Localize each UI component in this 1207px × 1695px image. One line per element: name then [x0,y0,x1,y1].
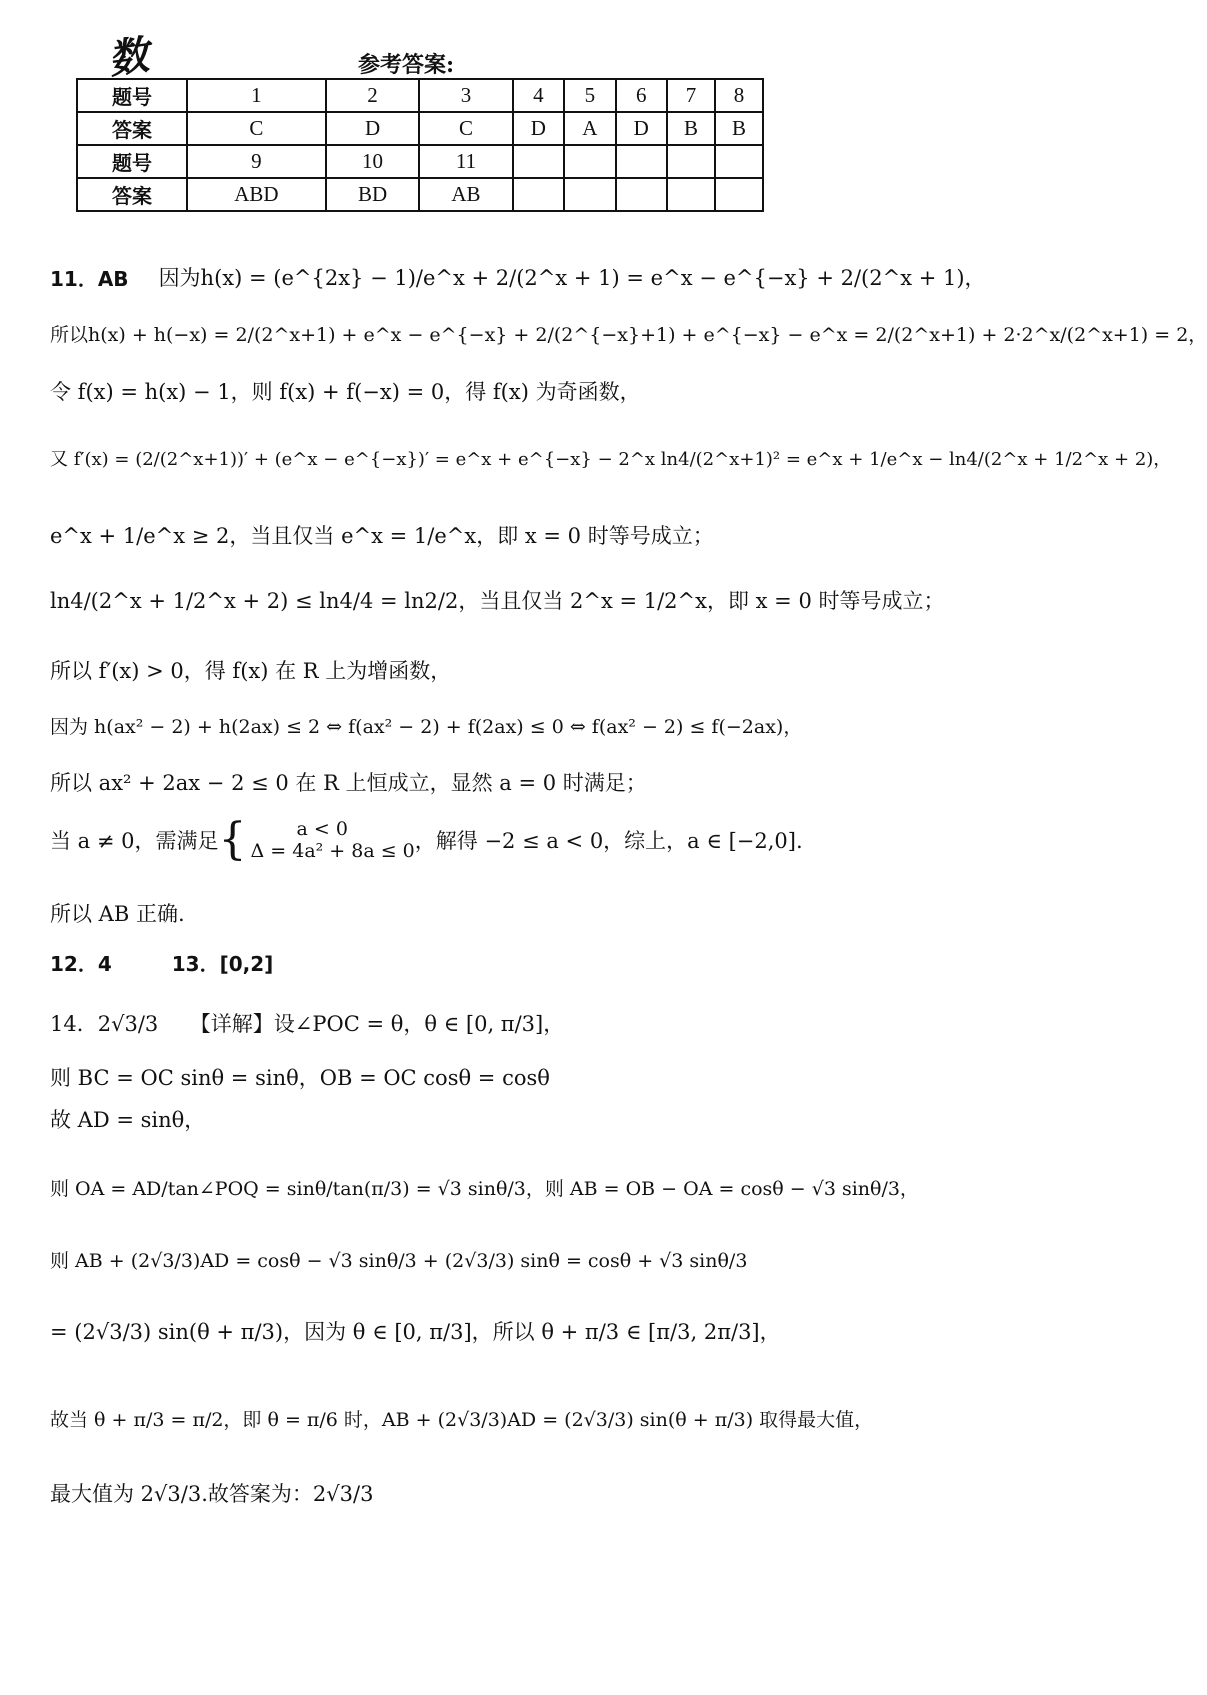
cell [564,145,615,178]
q11-line-1 [50,262,986,292]
cell: 11 [419,145,512,178]
cell: C [187,112,326,145]
cell: C [419,112,512,145]
q11-text-11: 所以 AB 正确. [50,902,185,926]
table-row [77,79,763,112]
cell [667,145,715,178]
cell [513,145,564,178]
q11-line-7 [50,655,451,685]
q14-line-1 [50,1062,550,1092]
cell: 4 [513,79,564,112]
cell [564,178,615,211]
q14-line-6 [50,1405,873,1432]
q11-line-4 [50,445,1171,471]
q11-text-4: 又 f′(x) = (2/(2^x+1))′ + (e^x − e^{−x})′ = e^x + e^{−x} − 2^x ln4/(2^x+1)² = e^x + 1/e^x − ln4/(2^x + 1/2^x + 2)， [50,449,1172,470]
cell: 9 [187,145,326,178]
cell [715,145,763,178]
q14-text-5: = (2√3/3) sin(θ + π/3)，因为 θ ∈ [0, π/3]，所以 θ + π/3 ∈ [π/3, 2π/3]， [50,1320,781,1344]
q11-text-10-post: ，解得 −2 ≤ a < 0，综上，a ∈ [−2,0]. [414,829,803,853]
cell: 3 [419,79,512,112]
cell: 1 [187,79,326,112]
q14-text-7: 最大值为 2√3/3.故答案为：2√3/3 [50,1482,374,1506]
q14-line-4 [50,1246,747,1273]
cell: AB [419,178,512,211]
cell: A [564,112,615,145]
q11-text-6: ln4/(2^x + 1/2^x + 2) ≤ ln4/4 = ln2/2，当且仅当 2^x = 1/2^x，即 x = 0 时等号成立； [50,589,945,613]
row-label: 题号 [77,145,187,178]
q11-answer: 11．AB [50,266,129,291]
row-label: 答案 [77,178,187,211]
q12-13-line [50,948,273,977]
q11-text-2: 所以h(x) + h(−x) = 2/(2^x+1) + e^x − e^{−x} + 2/(2^{−x}+1) + e^{−x} − e^x = 2/(2^x+1) + 2·2^x/(2^x+1) = 2， [50,324,1207,346]
q11-text-8: 因为 h(ax² − 2) + h(2ax) ≤ 2 ⇔ f(ax² − 2) + f(2ax) ≤ 0 ⇔ f(ax² − 2) ≤ f(−2ax)， [50,716,803,738]
cell: 10 [326,145,419,178]
answer-table [76,78,764,212]
q14-line-7 [50,1478,373,1508]
q12-13-answers: 12．4 13．[0,2] [50,952,274,976]
q11-line-6 [50,585,944,615]
q11-text-7: 所以 f′(x) > 0，得 f(x) 在 R 上为增函数， [50,659,452,683]
system-brace: { [218,814,247,865]
q11-text-9: 所以 ax² + 2ax − 2 ≤ 0 在 R 上恒成立，显然 a = 0 时满足； [50,771,647,795]
cell: D [513,112,564,145]
inequality-system [251,818,415,862]
handwritten-subject-mark: 数 [105,31,150,84]
page-title: 参考答案: [358,52,455,78]
cell: D [326,112,419,145]
row-label: 答案 [77,112,187,145]
q14-text-head: 14．2√3/3 【详解】设∠POC = θ，θ ∈ [0, π/3]， [50,1012,565,1036]
q11-line-2 [50,320,1207,347]
cell: 2 [326,79,419,112]
cell: ABD [187,178,326,211]
table-row [77,145,763,178]
cell [616,178,667,211]
q11-line-11 [50,898,185,928]
q11-text-5: e^x + 1/e^x ≥ 2，当且仅当 e^x = 1/e^x，即 x = 0 时等号成立； [50,524,714,548]
q14-line-3 [50,1174,919,1201]
cell: 5 [564,79,615,112]
q11-text-1: 因为h(x) = (e^{2x} − 1)/e^x + 2/(2^x + 1) = e^x − e^{−x} + 2/(2^x + 1)， [158,266,986,290]
q11-text-10-pre: 当 a ≠ 0，需满足 [50,829,219,853]
q11-line-10 [50,814,803,865]
row-label: 题号 [77,79,187,112]
cell [616,145,667,178]
cell [715,178,763,211]
q11-line-8 [50,712,802,739]
cell: B [715,112,763,145]
q11-line-5 [50,520,714,550]
q11-line-9 [50,767,647,797]
system-line-1: a < 0 [296,818,348,840]
cell [667,178,715,211]
table-row [77,112,763,145]
system-line-2: Δ = 4a² + 8a ≤ 0 [250,840,415,862]
cell: D [616,112,667,145]
q14-text-4: 则 AB + (2√3/3)AD = cosθ − √3 sinθ/3 + (2√3/3) sinθ = cosθ + √3 sinθ/3 [50,1250,748,1272]
table-row [77,178,763,211]
q11-line-3 [50,376,641,406]
q14-line-2 [50,1104,205,1134]
cell: BD [326,178,419,211]
q14-line-5 [50,1316,781,1346]
cell: 7 [667,79,715,112]
cell: 6 [616,79,667,112]
q11-text-3: 令 f(x) = h(x) − 1，则 f(x) + f(−x) = 0，得 f(x) 为奇函数， [50,380,641,404]
q14-text-6: 故当 θ + π/3 = π/2，即 θ = π/6 时，AB + (2√3/3)AD = (2√3/3) sin(θ + π/3) 取得最大值， [50,1409,874,1431]
q14-line-head [50,1008,564,1038]
cell: B [667,112,715,145]
q14-text-3: 则 OA = AD/tan∠POQ = sinθ/tan(π/3) = √3 sinθ/3，则 AB = OB − OA = cosθ − √3 sinθ/3， [50,1178,919,1200]
cell [513,178,564,211]
cell: 8 [715,79,763,112]
q14-text-2: 故 AD = sinθ， [50,1108,206,1132]
q14-text-1: 则 BC = OC sinθ = sinθ，OB = OC cosθ = cosθ [50,1066,550,1090]
